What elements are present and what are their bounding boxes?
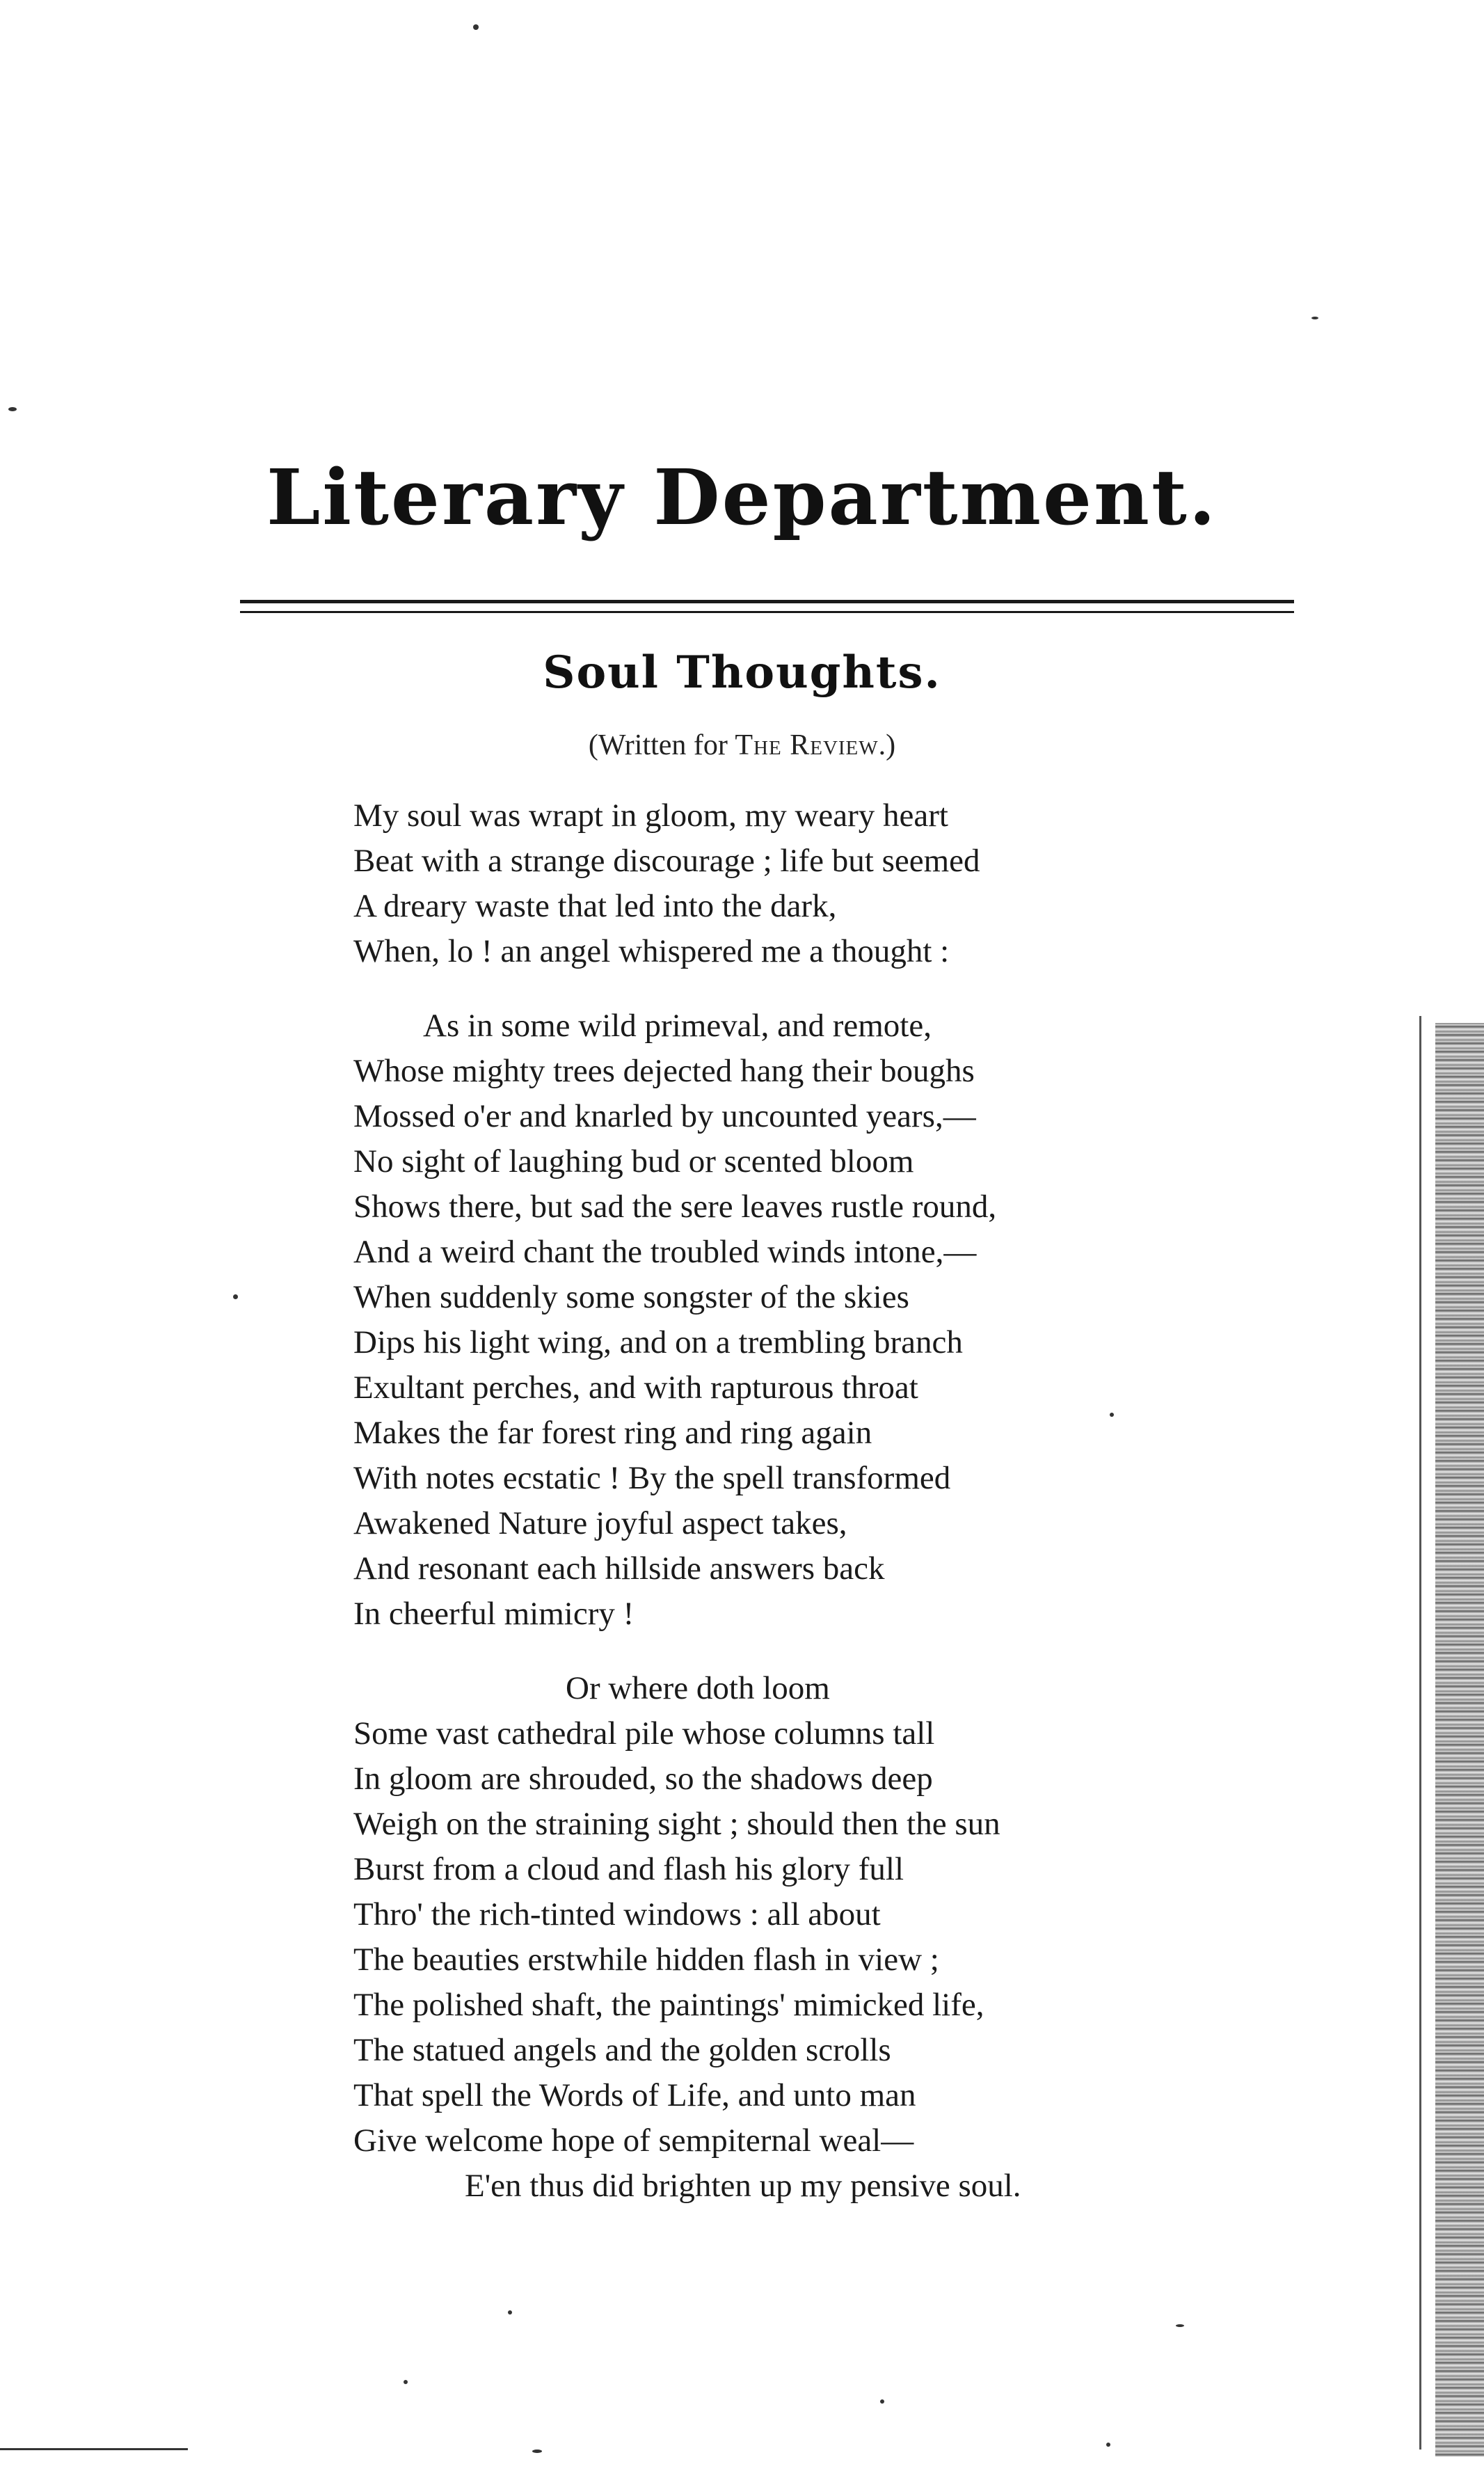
scan-speck: [8, 407, 17, 411]
scan-speck: [1311, 317, 1318, 319]
poem-line: Shows there, but sad the sere leaves rustle round,: [353, 1189, 997, 1225]
poem-line: When suddenly some songster of the skies: [353, 1279, 909, 1315]
poem-line: Thro' the rich-tinted windows : all about: [353, 1896, 881, 1932]
poem-line: Give welcome hope of sempiternal weal—: [353, 2122, 914, 2159]
poem-line: Some vast cathedral pile whose columns tall: [353, 1715, 935, 1752]
page-edge-line: [1419, 1016, 1421, 2450]
poem-line: My soul was wrapt in gloom, my weary heart: [353, 797, 948, 834]
poem-line: That spell the Words of Life, and unto man: [353, 2077, 916, 2113]
stanza-1: [353, 793, 1327, 974]
poem-line: Mossed o'er and knarled by uncounted years,—: [353, 1098, 976, 1134]
poem-line: Beat with a strange discourage ; life but seemed: [353, 843, 980, 879]
poem-line: In cheerful mimicry !: [353, 1596, 635, 1632]
poem-line: The polished shaft, the paintings' mimicked life,: [353, 1987, 984, 2023]
poem-line: A dreary waste that led into the dark,: [353, 888, 837, 924]
scan-speck: [233, 1294, 238, 1299]
stanza-2: [353, 1003, 1327, 1637]
poem-body: [353, 793, 1327, 2238]
scan-edge-strip: [1435, 1023, 1484, 2456]
scan-speck: [532, 2450, 542, 2453]
stanza-3: [353, 1666, 1327, 2209]
byline-open: (Written for: [588, 729, 735, 761]
poem-line: Dips his light wing, and on a trembling branch: [353, 1324, 963, 1360]
scan-speck: [1110, 1413, 1114, 1417]
poem-line: And a weird chant the troubled winds intone,—: [353, 1234, 977, 1270]
poem-line: And resonant each hillside answers back: [353, 1550, 885, 1587]
poem-line: No sight of laughing bud or scented bloom: [353, 1143, 914, 1180]
poem-line: Whose mighty trees dejected hang their boughs: [353, 1053, 975, 1089]
poem-line: In gloom are shrouded, so the shadows deep: [353, 1761, 933, 1797]
poem-line: With notes ecstatic ! By the spell transformed: [353, 1460, 951, 1496]
poem-byline: [0, 731, 1484, 760]
poem-line: When, lo ! an angel whispered me a thought :: [353, 933, 950, 969]
scan-speck: [1106, 2443, 1110, 2447]
heading-rule-top: [240, 600, 1294, 603]
byline-publication: The Review: [735, 729, 879, 761]
department-heading: Literary Department.: [266, 452, 1218, 542]
poem-line: Weigh on the straining sight ; should then the sun: [353, 1806, 1000, 1842]
byline-close: .): [878, 729, 896, 761]
poem-line: The beauties erstwhile hidden flash in view ;: [353, 1942, 939, 1978]
poem-line: Makes the far forest ring and ring again: [353, 1415, 872, 1451]
scan-speck: [880, 2399, 884, 2404]
scan-speck: [473, 24, 479, 30]
scan-speck: [1176, 2324, 1184, 2327]
heading-rule-bottom: [240, 611, 1294, 613]
poem-line: Burst from a cloud and flash his glory full: [353, 1851, 904, 1887]
poem-line: E'en thus did brighten up my pensive soul.: [465, 2168, 1021, 2204]
scan-speck: [404, 2380, 408, 2384]
poem-title: Soul Thoughts.: [543, 646, 941, 699]
scan-speck: [508, 2310, 512, 2315]
poem-line: Awakened Nature joyful aspect takes,: [353, 1505, 847, 1541]
poem-line: Exultant perches, and with rapturous throat: [353, 1370, 918, 1406]
poem-line: As in some wild primeval, and remote,: [423, 1008, 932, 1044]
poem-line: Or where doth loom: [566, 1670, 830, 1706]
poem-line: The statued angels and the golden scrolls: [353, 2032, 891, 2068]
footer-rule: [0, 2448, 188, 2450]
